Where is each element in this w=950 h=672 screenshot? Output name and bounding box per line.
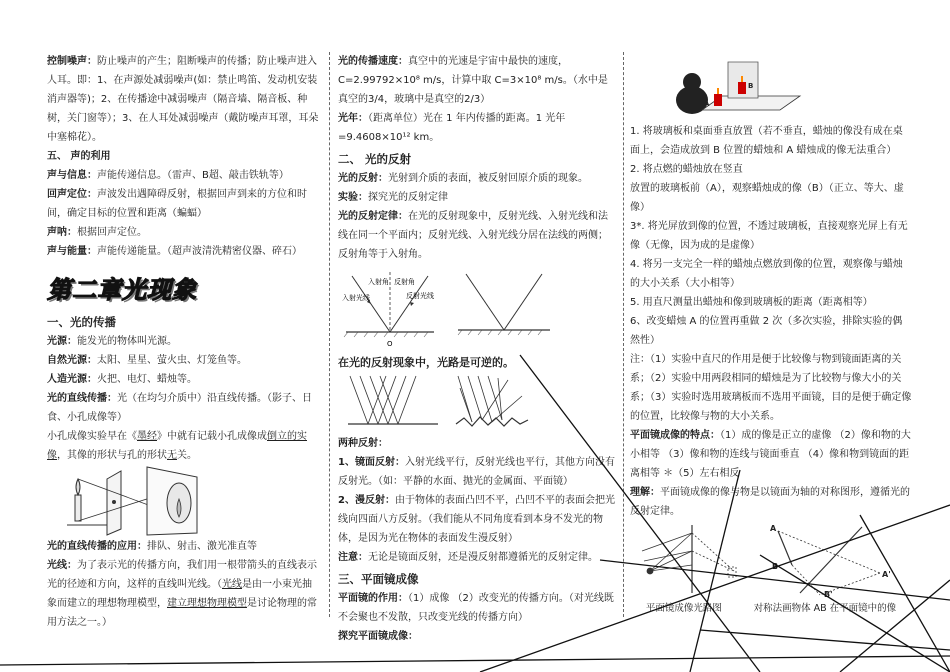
- origin-label: O: [387, 340, 393, 348]
- column-1: [47, 52, 319, 632]
- specular-reflection-drawing: [348, 376, 438, 424]
- sound-info-para: 声与信息：声能传递信息。（雷声、B超、敲击铁轨等）: [47, 170, 289, 181]
- candle-b-label: B: [748, 82, 754, 90]
- step-1: 1. 将玻璃板和桌面垂直放置（若不垂直，蜡烛的像没有成在桌面上，会造成放到 B 位置的蜡烛和 A 蜡烛成的像无法重合）: [630, 126, 903, 156]
- reflection-law-para: 光的反射定律：在光的反射现象中，反射光线、入射光线和法线在同一个平面内；反射光线、入射光线分居在法线的两侧；反射角等于入射角。: [338, 211, 608, 260]
- caption-ray-diagram: 平面镜成像光路图: [645, 603, 722, 614]
- reflect-ray-label: 反射光线: [406, 292, 434, 300]
- noise-control-para: 控制噪声：防止噪声的产生；阻断噪声的传播；防止噪声进入人耳。即：1、在声源处减弱噪声(如：禁止鸣笛、发动机安装消声器等)；2、在传播途中减弱噪声（隔音墙、隔音板、种树，关门窗等）；3、在人耳处减弱噪声（戴防噪声耳罩，耳朵中塞棉花）。: [47, 56, 319, 143]
- light-ray-para: 光线：为了表示光的传播方向，我们用一根带箭头的直线表示光的径迹和方向，这样的直线叫光线。（光线是由一小束光抽象而建立的理想物理模型，建立理想物理模型是讨论物理的常用方法之一。）: [47, 560, 317, 628]
- specular-diffuse-figure: [338, 372, 616, 434]
- light-year-para: 光年：（距离单位）光在 1 年内传播的距离。1 光年=9.4608×10¹² km。: [338, 113, 566, 143]
- step-3: 3*. 将光屏放到像的位置，不透过玻璃板，直接观察光屏上有无像（无像，因为成的是虚像）: [630, 221, 908, 251]
- point-a-label: A: [770, 524, 777, 533]
- reflection-para: 光的反射：光射到介质的表面，被反射回原介质的现象。: [338, 173, 588, 184]
- diffuse-reflection-drawing: [456, 376, 528, 426]
- notes-para: 注：（1）实验中直尺的作用是便于比较像与物到镜面距离的关系；（2）实验中用两段相同的蜡烛是为了比较物与像大小的关系；（3）实验时选用玻璃板而不选用平面镜，目的是便于确定像的位置，比较像与物的大小关系。: [630, 354, 912, 422]
- light-source-para: 光源：能发光的物体叫光源。: [47, 336, 177, 347]
- mirror-ray-diagram: [642, 525, 736, 593]
- experiment-para: 实验：探究光的反射定律: [338, 192, 448, 203]
- pinhole-camera-figure: [47, 465, 319, 537]
- step-4: 4. 将另一支完全一样的蜡烛点燃放到像的位置，观察像与蜡烛的大小关系（大小相等）: [630, 259, 903, 289]
- speed-para: 光的传播速度：真空中的光速是宇宙中最快的速度，C=2.99792×10⁸ m/s，计算中取 C=3×10⁸ m/s。（水中是真空的3/4，玻璃中是真空的2/3）: [338, 56, 608, 105]
- two-types-heading: 两种反射：: [338, 438, 388, 449]
- reflection-law-figure: [338, 264, 616, 350]
- step-2: 2. 将点燃的蜡烛放在竖直: [630, 164, 743, 175]
- explore-heading: 探究平面镜成像：: [338, 631, 418, 642]
- echo-locate-para: 回声定位：声波发出遇障碍反射，根据回声到来的方位和时间，确定目标的位置和距离（蝙蝠）: [47, 189, 307, 219]
- mirror-use-para: 平面镜的作用：（1）成像 （2）改变光的传播方向。（对光线既不会聚也不发散，只改变光线的传播方向）: [338, 593, 614, 623]
- figure-captions: [630, 599, 912, 618]
- straight-line-para: 光的直线传播：光（在均匀介质中）沿直线传播。（影子、日食、小孔成像等）: [47, 393, 312, 423]
- incident-angle-label: 入射角: [368, 278, 389, 286]
- step-6: 6、改变蜡烛 A 的位置再重做 2 次（多次实验，排除实验的偶然性）: [630, 316, 903, 346]
- reversible-heading: 在光的反射现象中，光路是可逆的。: [338, 356, 514, 369]
- note-para: 注意：无论是镜面反射，还是漫反射都遵循光的反射定律。: [338, 552, 598, 563]
- point-a-image-label: A': [882, 570, 891, 579]
- reflect-angle-label: 反射角: [394, 278, 415, 286]
- principle-para: 理解：平面镜成像的像与物是以镜面为轴的对称图形，遵循光的反射定律。: [630, 487, 910, 517]
- sound-use-heading: 五、 声的利用: [47, 151, 111, 162]
- mirror-image-figures: [630, 521, 912, 599]
- step-5: 5. 用直尺测量出蜡烛和像到玻璃板的距离（距离相等）: [630, 297, 873, 308]
- section-3-heading: 三、平面镜成像: [338, 572, 419, 586]
- column-3: [630, 52, 912, 618]
- sound-energy-para: 声与能量：声能传递能量。（超声波清洗精密仪器、碎石）: [47, 246, 302, 257]
- column-2: [338, 52, 616, 646]
- sonar-para: 声呐：根据回声定位。: [47, 227, 147, 238]
- chapter-title: 第二章光现象: [47, 275, 197, 304]
- section-1-heading: 一、光的传播: [47, 315, 116, 329]
- applications-para: 光的直线传播的应用：排队、射击、激光准直等: [47, 541, 257, 552]
- diffuse-para: 2、漫反射：由于物体的表面凸凹不平，凸凹不平的表面会把光线向四面八方反射。（我们能从不同角度看到本身不发光的物体，是因为光在物体的表面发生漫反射）: [338, 495, 615, 544]
- plane-mirror-experiment-figure: [630, 52, 912, 122]
- column-divider-2: [623, 52, 624, 617]
- column-divider-1: [329, 52, 330, 617]
- pinhole-para: 小孔成像实验早在《墨经》中就有记载小孔成像成倒立的实像，其像的形状与孔的形状无关。: [47, 431, 307, 461]
- point-b-image-label: B': [824, 590, 833, 599]
- incident-ray-label: 入射光线: [342, 294, 370, 302]
- candle-a-label: A: [704, 100, 710, 108]
- symmetry-diagram: [770, 524, 891, 599]
- section-2-heading: 二、 光的反射: [338, 152, 412, 166]
- artificial-source-para: 人造光源：火把、电灯、蜡烛等。: [47, 374, 197, 385]
- features-para: 平面镜成像的特点：（1）成的像是正立的虚像 （2）像和物的大小相等 （3）像和物的连线与镜面垂直 （4）像和物到镜面的距离相等 ＊（5）左右相反: [630, 430, 911, 479]
- natural-source-para: 自然光源：太阳、星星、萤火虫、灯笼鱼等。: [47, 355, 247, 366]
- specular-para: 1、镜面反射：入射光线平行，反射光线也平行，其他方向没有反射光。（如：平静的水面、抛光的金属面、平面镜）: [338, 457, 615, 487]
- step-2-cont: 放置的玻璃板前（A），观察蜡烛成的像（B）（正立、等大、虚像）: [630, 183, 904, 213]
- caption-symmetry-diagram: 对称法画物体 AB 在平面镜中的像: [753, 603, 897, 614]
- point-b-label: B: [772, 562, 779, 571]
